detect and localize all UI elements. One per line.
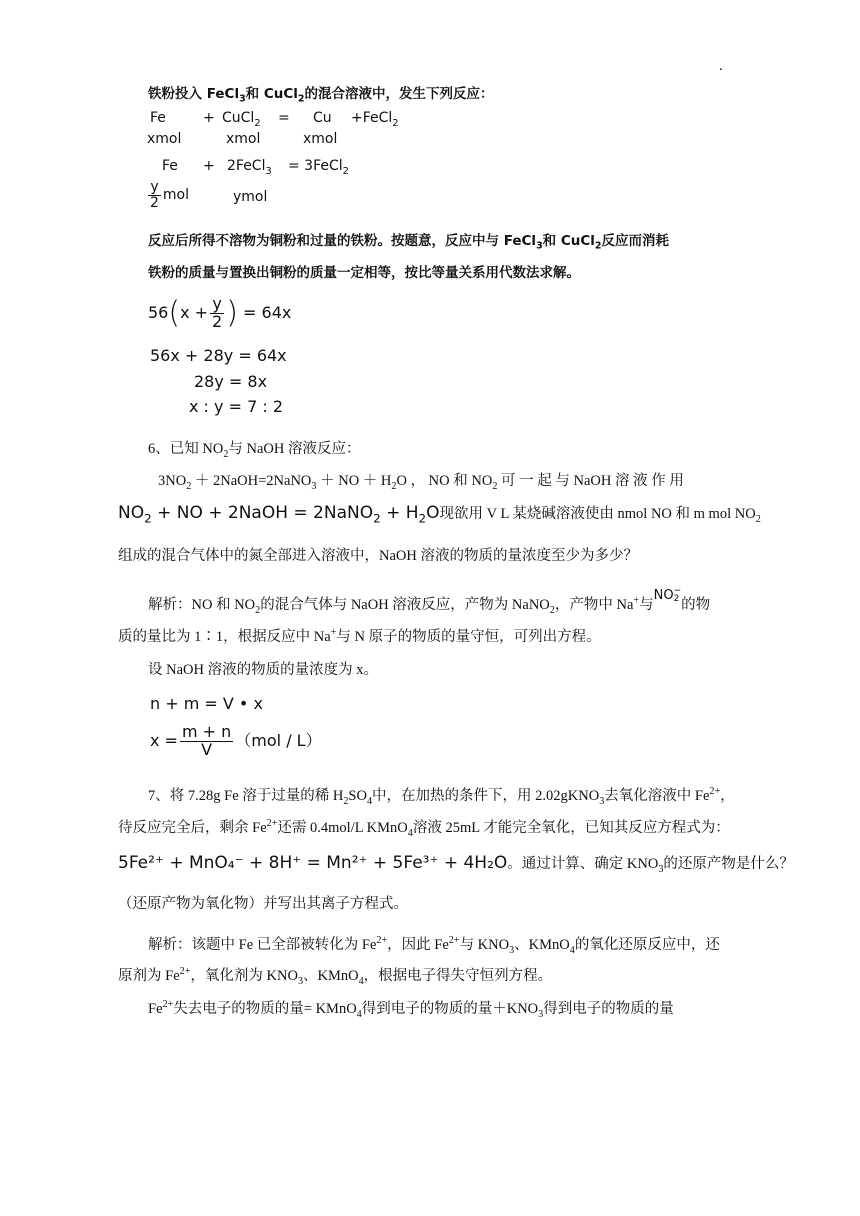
q7-solution-line-2: 原剂为 $Fe^{2+}$，氧化剂为 $KNO_3$、KMnO$_4$，根据电子得失守恒列方程。	[118, 966, 553, 987]
equation-1: 56(x + $\frac{y}{2}$ ) = 64x	[148, 294, 292, 331]
reaction-1-cu: Cu	[313, 110, 332, 126]
equation-4: x : y = 7 : 2	[189, 397, 283, 416]
q6-line-2: $3NO_2$ ＋ 2NaOH=2NaNO$_3$ ＋ NO ＋ $H_2O$ ， NO 和 $NO_2$ 可 一 起 与 NaOH 溶 液 作 用	[158, 473, 684, 492]
q6-solution-line-2: 质的量比为 1∶1，根据反应中 Na+与 N 原子的物质的量守恒，可列出方程。	[118, 627, 601, 645]
q7-line-4: （还原产物为氧化物）并写出其离子方程式。	[118, 896, 408, 912]
q6-line-1: 6、已知 $NO_2$与 NaOH 溶液反应：	[148, 441, 361, 460]
reaction-1: Fe	[150, 110, 166, 126]
reaction-2-plus: +	[203, 158, 215, 174]
analysis-line-1: 反应后所得不溶物为铜粉和过量的铁粉。按题意，反应中与 FeCl$_3$和 CuCl$_2$反应而消耗	[148, 233, 669, 252]
reaction-2-fe: Fe	[162, 158, 178, 174]
q7-solution-line-1: 解析：该题中 Fe 已全部被转化为 $Fe^{2+}$，因此 $Fe^{2+}$与 $KNO_3$、KMnO$_4$的氧化还原反应中，还	[148, 935, 720, 956]
q7-line-3: 5Fe²⁺ + MnO₄⁻ + 8H⁺ = Mn²⁺ + 5Fe³⁺ + 4H₂O。通过计算、确定 $KNO_3$的还原产物是什么？	[118, 853, 794, 875]
analysis-line-2: 铁粉的质量与置换出铜粉的质量一定相等，按比等量关系用代数法求解。	[148, 265, 580, 281]
q6-line-3: $NO_2$ + NO + 2NaOH = 2NaNO$_2$ + $H_2O$现欲用 V L 某烧碱溶液使由 nmol NO 和 m mol $NO_2$	[118, 503, 761, 526]
q6-solution-line-1: 解析：NO 和 $NO_2$的混合气体与 NaOH 溶液反应，产物为 NaNO$_2$，产物中 Na+与NO − 2 的物	[148, 586, 711, 616]
permanganate-equation: 5Fe²⁺ + MnO₄⁻ + 8H⁺ = Mn²⁺ + 5Fe³⁺ + 4H₂O	[118, 853, 508, 873]
reaction-2-fecl3: 2FeCl$_3$	[227, 158, 272, 177]
reaction-1-cucl2: CuCl$_2$	[222, 110, 261, 129]
reaction-2-mol-2: ymol	[233, 189, 268, 205]
q7-line-2: 待反应完全后，剩余 $Fe^{2+}$还需 0.4mol/L KMnO$_4$溶液 25mL 才能完全氧化，已知其反应方程式为：	[118, 818, 730, 839]
reaction-1-mol-2: xmol	[226, 131, 261, 147]
reaction-2-rhs: = 3FeCl$_2$	[288, 158, 349, 177]
q7-line-1: 7、将 7.28g Fe 溶于过量的稀 $H_2SO_4$中，在加热的条件下，用 2.02gKNO$_3$去氧化溶液中 $Fe^{2+}$，	[148, 786, 735, 807]
q6-formula-2: x = $\frac{m + n}{V}$ （mol / L）	[150, 722, 322, 759]
equation-2: 56x + 28y = 64x	[150, 346, 287, 365]
reaction-1-eq: =	[278, 110, 290, 126]
corner-mark: .	[719, 58, 723, 74]
reaction-1-mol-1: xmol	[147, 131, 182, 147]
q6-formula-1: n + m = V • x	[150, 694, 263, 713]
no-naoh-equation: $NO_2$ + NO + 2NaOH = 2NaNO$_2$ + $H_2O$	[118, 503, 440, 526]
reaction-1-mol-3: xmol	[303, 131, 338, 147]
reaction-1-plus: +	[203, 110, 215, 126]
equation-3: 28y = 8x	[194, 372, 268, 391]
q6-line-4: 组成的混合气体中的氮全部进入溶液中，NaOH 溶液的物质的量浓度至少为多少？	[118, 548, 638, 564]
intro-line: 铁粉投入 FeCl$_3$和 CuCl$_2$的混合溶液中，发生下列反应：	[148, 86, 494, 105]
q6-set-variable: 设 NaOH 溶液的物质的量浓度为 x。	[148, 662, 378, 678]
q7-electron-balance: $Fe^{2+}$失去电子的物质的量= KMnO$_4$得到电子的物质的量$+KNO_3$得到电子的物质的量	[148, 999, 674, 1020]
reaction-1-fecl2: +FeCl$_2$	[351, 110, 399, 129]
reaction-2-mol-1: $\frac{y}{2}$ mol	[150, 179, 190, 211]
